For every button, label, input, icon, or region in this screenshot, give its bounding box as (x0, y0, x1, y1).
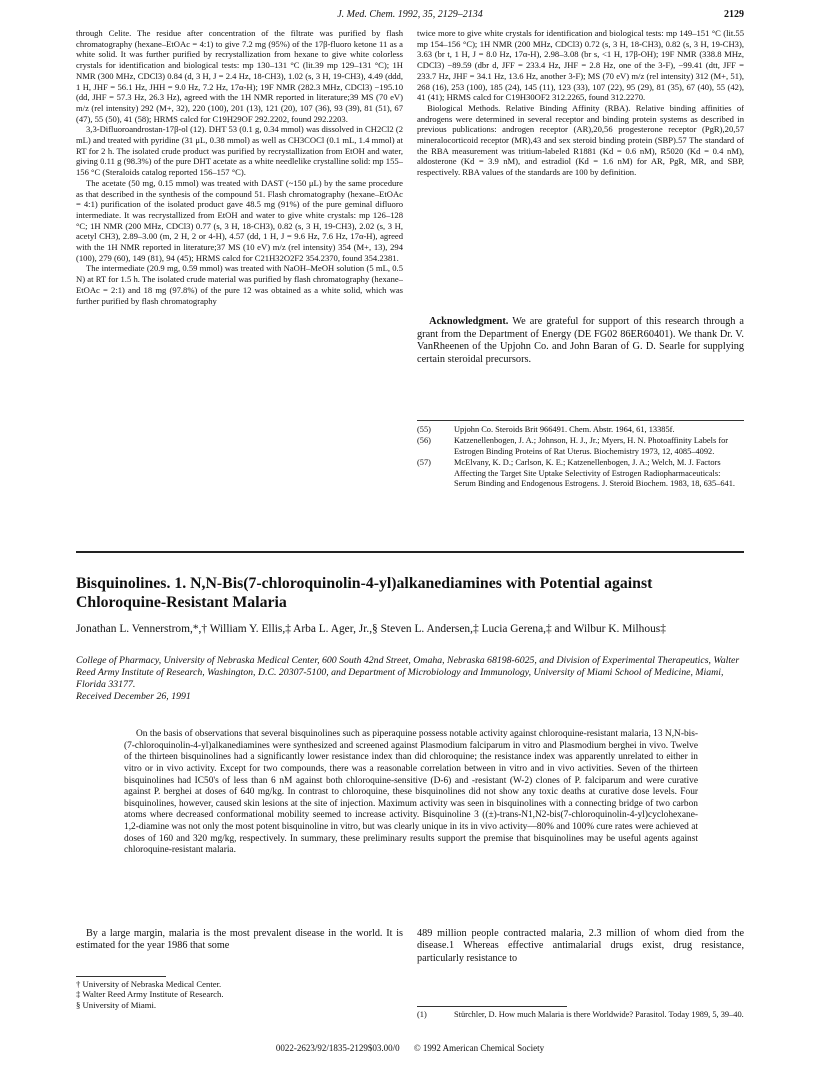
biological-methods-paragraph: Biological Methods. Relative Binding Affinity (RBA). Relative binding affinities of androgens were determined in several receptor and binding protein systems as described in previous publications: androgen receptor (AR),20,56 progesterone receptor (PgR),20,57 mineralocorticoid receptor (MR),43 and sex steroid binding protein (SBP).57 The standard of the RBA measurement was tritium-labeled R1881 (Kd = 0.6 nM), R5020 (Kd = 0.4 nM), aldosterone (Kd = 3.9 nM), and estradiol (Kd = 1.6 nM) for AR, PgR, MR, and SBP, respectively. RBA values of the standards are 100 by definition. (417, 102, 744, 178)
reference-item (417, 425, 744, 435)
experimental-paragraph: through Celite. The residue after concentration of the filtrate was purified by flash chromatography (hexane–EtOAc = 4:1) to give 7.2 mg (95%) of the 17β-fluoro ketone 11 as a white solid. It was further purified by recrystallization from hexane to give white colorless crystals for identification and biological tests: mp 130–131 °C (lit.39 mp 129–131 °C); 1H NMR (300 MHz, CDCl3) 0.84 (d, 3 H, J = 2.4 Hz, 18-CH3), 1.02 (s, 3 H, 19-CH3), 4.49 (ddd, 1 H, JHF = 56.1 Hz, JHH = 9.0 Hz, 7.2 Hz, 17α-H); 19F NMR (282.3 MHz, CDCl3) −195.10 (dd, JHF = 57.3 Hz, 26.3 Hz), agreed with the 1H NMR reported in literature;39 MS (70 eV) m/z (rel intensity) 292 (M+, 32), 220 (100), 201 (13), 121 (20), 107 (36), 93 (39), 81 (51), 67 (47), 55 (50), 41 (58); HRMS calcd for C19H29OF 292.2202, found 292.2203. (76, 28, 403, 124)
reference-number: (56) (417, 436, 431, 446)
experimental-left-column (76, 28, 403, 540)
body-paragraph: 489 million people contracted malaria, 2.3 million of whom died from the disease.1 Whereas effective antimalarial drugs exist, drug resistance, particularly resistance to (417, 928, 744, 964)
reference-divider (417, 1006, 567, 1007)
journal-citation: J. Med. Chem. 1992, 35, 2129–2134 (337, 9, 483, 20)
reference-list (417, 425, 744, 535)
reference-text: Upjohn Co. Steroids Brit 966491. Chem. Abstr. 1964, 61, 13385f. (454, 425, 675, 434)
article-separator (76, 551, 744, 553)
experimental-paragraph: twice more to give white crystals for identification and biological tests: mp 149–151 °C (lit.55 mp 154–156 °C); 1H NMR (200 MHz, CDCl3) 0.72 (s, 3 H, 18-CH3), 0.82 (s, 3 H, 19-CH3), 3.63 (br t, 1 H, J = 8.0 Hz, 17α-H), 2.98–3.08 (br s, <1 H, 17β-OH); 19F NMR (338.8 MHz, CDCl3) −89.59 (dbr d, JFF = 233.4 Hz, JHF = 2.8 Hz, one of the 3-F), −99.41 (dtt, JFF = 233.7 Hz, JHF = 34.1 Hz, 13.6 Hz, another 3-F); MS (70 eV) m/z (rel intensity) 312 (M+, 51), 268 (16), 253 (100), 185 (24), 145 (11), 123 (33), 107 (22), 95 (29), 81 (35), 67 (40), 55 (42), 41 (41); HRMS calcd for C19H30OF2 312.2265, found 312.2270. (417, 28, 744, 103)
reference-text: McElvany, K. D.; Carlson, K. E.; Katzenellenbogen, J. A.; Welch, M. J. Factors Affecting the Target Site Uptake Selectivity of Estrogen Radiopharmaceuticals: Serum Binding and Endogenous Estrogens. J. Steroid Biochem. 1983, 18, 635–641. (454, 458, 736, 489)
copyright: © 1992 American Chemical Society (413, 1043, 545, 1053)
affiliation-block (76, 655, 744, 703)
reference-text: Katzenellenbogen, J. A.; Johnson, H. J., Jr.; Myers, H. N. Photoaffinity Labels for Estrogen Binding Proteins of Rat Uterus. Biochemistry 1973, 12, 4085–4092. (454, 436, 729, 456)
abstract: On the basis of observations that several bisquinolines such as piperaquine possess notable activity against chloroquine-resistant malaria, 13 N,N-bis-(7-chloroquinolin-4-yl)alkanediamines were synthesized and screened against Plasmodium falciparum in vitro and Plasmodium berghei in vivo. Twelve of the thirteen bisquinolines had a significantly lower resistance index than did chloroquine; the resistance index was apparently unrelated to either in vitro or in vivo activity. Except for two compounds, there was a reasonable correlation between in vitro and in vivo activities. Seven of the thirteen bisquinolines had IC50's of less than 6 nM against both chloroquine-sensitive (D-6) and -resistant (W-2) clones of P. falciparum and were curative against P. berghei at doses of 640 mg/kg. In contrast to chloroquine, these bisquinolines did not show any toxic deaths at curative dose levels. Four bisquinolines, however, caused skin lesions at the site of injection. Maximum activity was seen in bisquinolines with a connecting bridge of two carbon atoms where decreased conformational mobility seemed to increase activity. Bisquinoline 3 ((±)-trans-N1,N2-bis(7-chloroquinolin-4-yl)cyclohexane-1,2-diamine was not only the most potent bisquinoline in vitro, but was clearly unique in its in vivo activity—80% and 100% cure rates were achieved at doses of 160 and 320 mg/kg, respectively. In summary, these preliminary results support the premise that bisquinolines may be useful agents against chloroquine-resistant malaria. (124, 729, 698, 856)
running-head (76, 9, 744, 23)
experimental-paragraph: 3,3-Difluoroandrostan-17β-ol (12). DHT 53 (0.1 g, 0.34 mmol) was dissolved in CH2Cl2 (2 mL) and treated with pyridine (31 μL, 0.38 mmol) as well as CH3COCl (0.1 mL, 1.4 mmol) at RT for 2 h. The isolated crude product was purified by recrystallization from EtOH and water, giving 0.11 g (98.3%) of the pure DHT acetate as a white needlelike crystalline solid: mp 155–156 °C (Steraloids catalog reported 156–157 °C). (76, 124, 403, 178)
footnote-divider (76, 976, 166, 977)
acknowledgment-heading: Acknowledgment. (429, 316, 509, 327)
article-title: Bisquinolines. 1. N,N-Bis(7-chloroquinolin-4-yl)alkanediamines with Potential against Chloroquine-Resistant Malaria (76, 575, 653, 611)
page-number: 2129 (724, 9, 744, 20)
received-date: Received December 26, 1991 (76, 691, 191, 702)
experimental-paragraph: The intermediate (20.9 mg, 0.59 mmol) was treated with NaOH–MeOH solution (5 mL, 0.5 N) at RT for 1.5 h. The isolated crude material was purified by flash chromatography (hexane–EtOAc = 2:1) and 18 mg (97.8%) of the pure 12 was obtained as a white solid, which was further purified by flash chromatography (76, 263, 403, 306)
references-divider (417, 420, 744, 421)
footnote: § University of Miami. (76, 999, 157, 1010)
reference-item (417, 1010, 781, 1020)
affiliation-text: College of Pharmacy, University of Nebraska Medical Center, 600 South 42nd Street, Omaha, Nebraska 68198-6025, and Division of Experimental Therapeutics, Walter Reed Army Institute of Research, Washington, D.C. 20307-5100, and Department of Microbiology and Immunology, University of Miami School of Medicine, Miami, Florida 33177. (76, 655, 740, 690)
reference-number: (55) (417, 425, 431, 434)
experimental-right-column (417, 28, 744, 305)
page-footer (76, 1043, 744, 1053)
acknowledgment (417, 316, 744, 412)
article-code: 0022-2623/92/1835-2129$03.00/0 (275, 1043, 400, 1053)
reference-item (417, 436, 744, 457)
author-list: Jonathan L. Vennerstrom,*,† William Y. Ellis,‡ Arba L. Ager, Jr.,§ Steven L. Andersen,‡ Lucia Gerena,‡ and Wilbur K. Milhous‡ (76, 623, 666, 635)
reference-item (417, 458, 744, 489)
body-right-column (417, 928, 744, 968)
affiliation-footnotes (76, 979, 403, 1010)
footnote: † University of Nebraska Medical Center. (76, 979, 222, 989)
reference-number: (1) (417, 1010, 427, 1019)
reference-number: (57) (417, 458, 431, 468)
reference-text: Stürchler, D. How much Malaria is there Worldwide? Parasitol. Today 1989, 5, 39–40. (454, 1010, 744, 1019)
footnote: ‡ Walter Reed Army Institute of Research. (76, 989, 224, 1000)
body-left-column (76, 928, 403, 968)
acknowledgment-text: We are grateful for support of this research through a grant from the Department of Energy (DE FG02 86ER60401). We thank Dr. V. VanRheenen of the Upjohn Co. and John Baran of G. D. Searle for supplying certain steroidal precursors. (417, 316, 744, 365)
body-paragraph: By a large margin, malaria is the most prevalent disease in the world. It is estimated for the year 1986 that some (76, 928, 403, 952)
experimental-paragraph: The acetate (50 mg, 0.15 mmol) was treated with DAST (~150 μL) by the same procedure as that described in the synthesis of the compound 51. Flash chromatography (hexane–EtOAc = 4:1) purification of the isolated product gave 48.5 mg (91%) of the pure geminal difluoro intermediate. It was recrystallized from EtOH and water to give white crystals: mp 126–128 °C; 1H NMR (200 MHz, CDCl3) 0.77 (s, 3 H, 18-CH3), 0.82 (s, 3 H, 19-CH3), 2.02 (s, 3 H, acetyl CH3), 2.89–3.00 (m, 2 H, 2 or 4-H), 4.57 (dd, 1 H, J = 9.6 Hz, 7.6 Hz, 17α-H), agreed with the 1H NMR reported in literature;37 MS (10 eV) m/z (rel intensity) 354 (M+, 13), 294 (100), 279 (60), 149 (81), 94 (45); HRMS calcd for C21H32O2F2 354.2370, found 354.2381. (76, 177, 403, 263)
